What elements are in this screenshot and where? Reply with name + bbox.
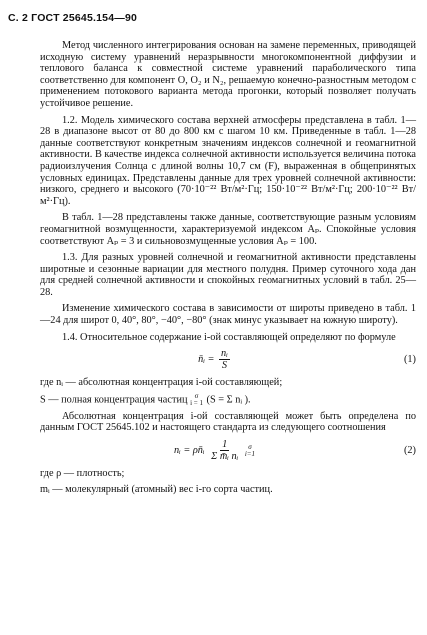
- formula-2-expression: [40, 439, 390, 462]
- formula-2-lhs: nᵢ = ρn̄ᵢ: [173, 444, 205, 456]
- definition-s-text: S — полная концентрация частиц: [40, 394, 188, 406]
- paragraph-1-3: 1.3. Для разных уровней солнечной и геомагнитной активности представлены широтные и сезонные вариации для местного полудня. Пример суточного хода дан для средней солнечной активности и спокойных геомагнитных условий в табл. 25—28.: [40, 252, 416, 298]
- formula-1-fraction: [219, 348, 230, 371]
- paragraph-1-2: 1.2. Модель химического состава верхней атмосферы представлена в табл. 1—28 в диапазоне высот от 80 до 800 км с шагом 10 км. Приведенные в табл. 1—28 данные соответствуют конкретным значениям индексов солнечной и геомагнитной активности. В качестве индекса солнечной активности используется величина потока радиоизлучения Солнца с длиной волны 10,7 см (F), выраженная в общепринятых условных единицах. Представлены данные для трех уровней солнечной активности: низкого, среднего и высокого (70·10⁻²² Вт/м²·Гц; 150·10⁻²² Вт/м²·Гц; 200·10⁻²² Вт/м²·Гц).: [40, 114, 416, 207]
- formula-1-denominator: S: [221, 360, 228, 372]
- formula-s-upper: σ: [194, 391, 199, 400]
- definition-s: [40, 393, 416, 407]
- formula-1-expression: [40, 348, 390, 371]
- formula-2-upper: σ: [248, 442, 252, 451]
- formula-s-sum: [190, 393, 203, 407]
- formula-s-text: (S = Σ nᵢ ).: [206, 394, 251, 406]
- formula-2: [40, 439, 416, 462]
- document-body: [40, 40, 416, 499]
- formula-2-denominator: Σ m̄ᵢ nᵢ: [211, 451, 239, 463]
- formula-1-lhs: n̄ᵢ =: [198, 354, 218, 366]
- definition-n-i: где nᵢ — абсолютная концентрация i-ой составляющей;: [40, 377, 283, 389]
- page-header: С. 2 ГОСТ 25645.154—90: [8, 12, 138, 24]
- formula-2-lower: i=1: [244, 449, 256, 458]
- formula-2-sum-limits: [245, 444, 255, 458]
- definition-m-i: mᵢ — молекулярный (атомный) вес i-го сорта частиц.: [40, 483, 273, 495]
- paragraph-1-4: 1.4. Относительное содержание i-ой составляющей определяют по формуле: [62, 331, 396, 343]
- formula-1: [40, 348, 416, 371]
- formula-2-number: (2): [403, 444, 416, 456]
- paragraph-intro: Метод численного интегрирования основан на замене переменных, приводящей исходную систему уравнений неразрывности многокомпонентной диффузии и теплового баланса к совместной системе уравнений параболического типа соответственно для компонент O, O₂ и N₂, решаемую конечно-разностным методом с применением потокового варианта метода прогонки, который позволяет получать устойчивое решение.: [40, 40, 416, 109]
- definition-rho: где ρ — плотность;: [40, 468, 125, 480]
- formula-2-numerator: 1: [222, 439, 228, 451]
- paragraph-1-3-b: Изменение химического состава в зависимости от широты приведено в табл. 1—24 для широт 0, 40°, 80°, −40°, −80° (знак минус указывает на южную широту).: [40, 303, 416, 327]
- formula-s-lower: i = 1: [190, 398, 203, 407]
- formula-1-number: (1): [403, 353, 416, 365]
- formula-1-numerator: nᵢ: [221, 348, 228, 360]
- paragraph-1-2-b: В табл. 1—28 представлены также данные, соответствующие разным условиям геомагнитной возмущенности, характеризуемой индексом Aₚ. Спокойные условия соответствуют Aₚ = 3 и сильновозмущенные условия Aₚ = 100.: [40, 212, 416, 247]
- formula-2-fraction: [209, 439, 240, 462]
- paragraph-1-4-b: Абсолютная концентрация i-ой составляющей может быть определена по данным ГОСТ 25645.102 и настоящего стандарта из следующего соотношения: [40, 410, 416, 434]
